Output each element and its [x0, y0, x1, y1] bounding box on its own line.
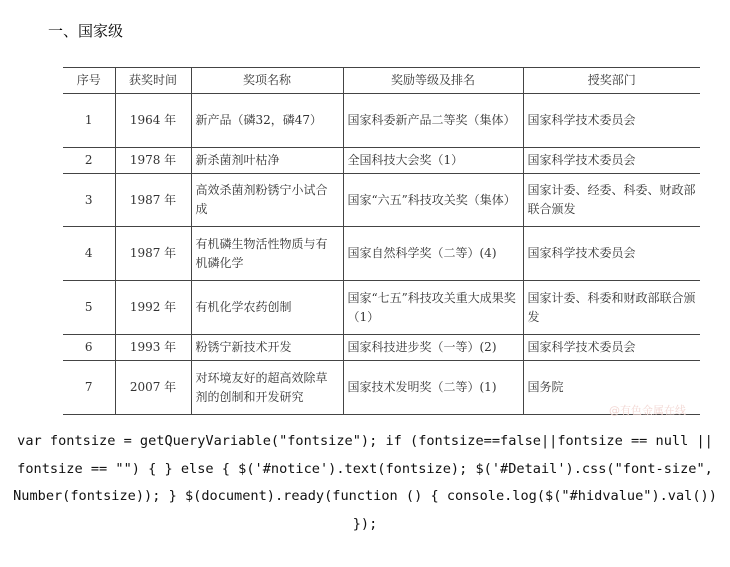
header-year: 获奖时间 [115, 68, 191, 94]
cell-year: 1987 年 [115, 174, 191, 227]
table-row [63, 174, 700, 227]
cell-year: 1987 年 [115, 227, 191, 281]
cell-award-name: 新杀菌剂叶枯净 [191, 148, 343, 174]
cell-department: 国家科学技术委员会 [523, 227, 700, 281]
cell-department: 国家计委、经委、科委、财政部联合颁发 [523, 174, 700, 227]
table-row [63, 361, 700, 415]
cell-no: 3 [63, 174, 115, 227]
cell-no: 4 [63, 227, 115, 281]
awards-table [63, 67, 700, 415]
cell-department: 国务院 [523, 361, 700, 415]
cell-department: 国家计委、科委和财政部联合颁发 [523, 281, 700, 335]
cell-award-name: 对环境友好的超高效除草剂的创制和开发研究 [191, 361, 343, 415]
table-row [63, 148, 700, 174]
cell-award-name: 有机化学农药创制 [191, 281, 343, 335]
cell-award-level: 国家科委新产品二等奖（集体） [343, 94, 523, 148]
cell-no: 6 [63, 335, 115, 361]
header-award-level: 奖励等级及排名 [343, 68, 523, 94]
cell-award-level: 国家“六五”科技攻关奖（集体） [343, 174, 523, 227]
cell-award-level: 国家“七五”科技攻关重大成果奖（1） [343, 281, 523, 335]
cell-no: 2 [63, 148, 115, 174]
cell-no: 7 [63, 361, 115, 415]
table-row [63, 94, 700, 148]
cell-year: 1993 年 [115, 335, 191, 361]
cell-award-name: 高效杀菌剂粉锈宁小试合成 [191, 174, 343, 227]
cell-department: 国家科学技术委员会 [523, 335, 700, 361]
header-department: 授奖部门 [523, 68, 700, 94]
code-snippet: var fontsize = getQueryVariable("fontsize"); if (fontsize==false||fontsize == null || fontsize == "") { } else { $('#notice').text(fontsize); $('#Detail').css("font-size", Number(fontsize)); } $(document).ready(function () { console.log($("#hidvalue").val()) }); [13, 433, 717, 532]
cell-award-name: 有机磷生物活性物质与有机磷化学 [191, 227, 343, 281]
cell-award-level: 国家自然科学奖（二等）(4) [343, 227, 523, 281]
table-row [63, 335, 700, 361]
table-row [63, 281, 700, 335]
cell-year: 1992 年 [115, 281, 191, 335]
cell-department: 国家科学技术委员会 [523, 148, 700, 174]
cell-no: 5 [63, 281, 115, 335]
cell-award-name: 新产品（磷32，磷47） [191, 94, 343, 148]
cell-award-level: 国家科技进步奖（一等）(2) [343, 335, 523, 361]
table-row [63, 227, 700, 281]
cell-year: 1978 年 [115, 148, 191, 174]
cell-year: 1964 年 [115, 94, 191, 148]
cell-award-name: 粉锈宁新技术开发 [191, 335, 343, 361]
cell-no: 1 [63, 94, 115, 148]
section-title: 一、国家级 [48, 22, 124, 40]
cell-award-level: 国家技术发明奖（二等）(1) [343, 361, 523, 415]
cell-year: 2007 年 [115, 361, 191, 415]
cell-department: 国家科学技术委员会 [523, 94, 700, 148]
header-award-name: 奖项名称 [191, 68, 343, 94]
table-header-row [63, 68, 700, 94]
header-no: 序号 [63, 68, 115, 94]
cell-award-level: 全国科技大会奖（1） [343, 148, 523, 174]
watermark: @有色金属在线 [609, 404, 686, 417]
